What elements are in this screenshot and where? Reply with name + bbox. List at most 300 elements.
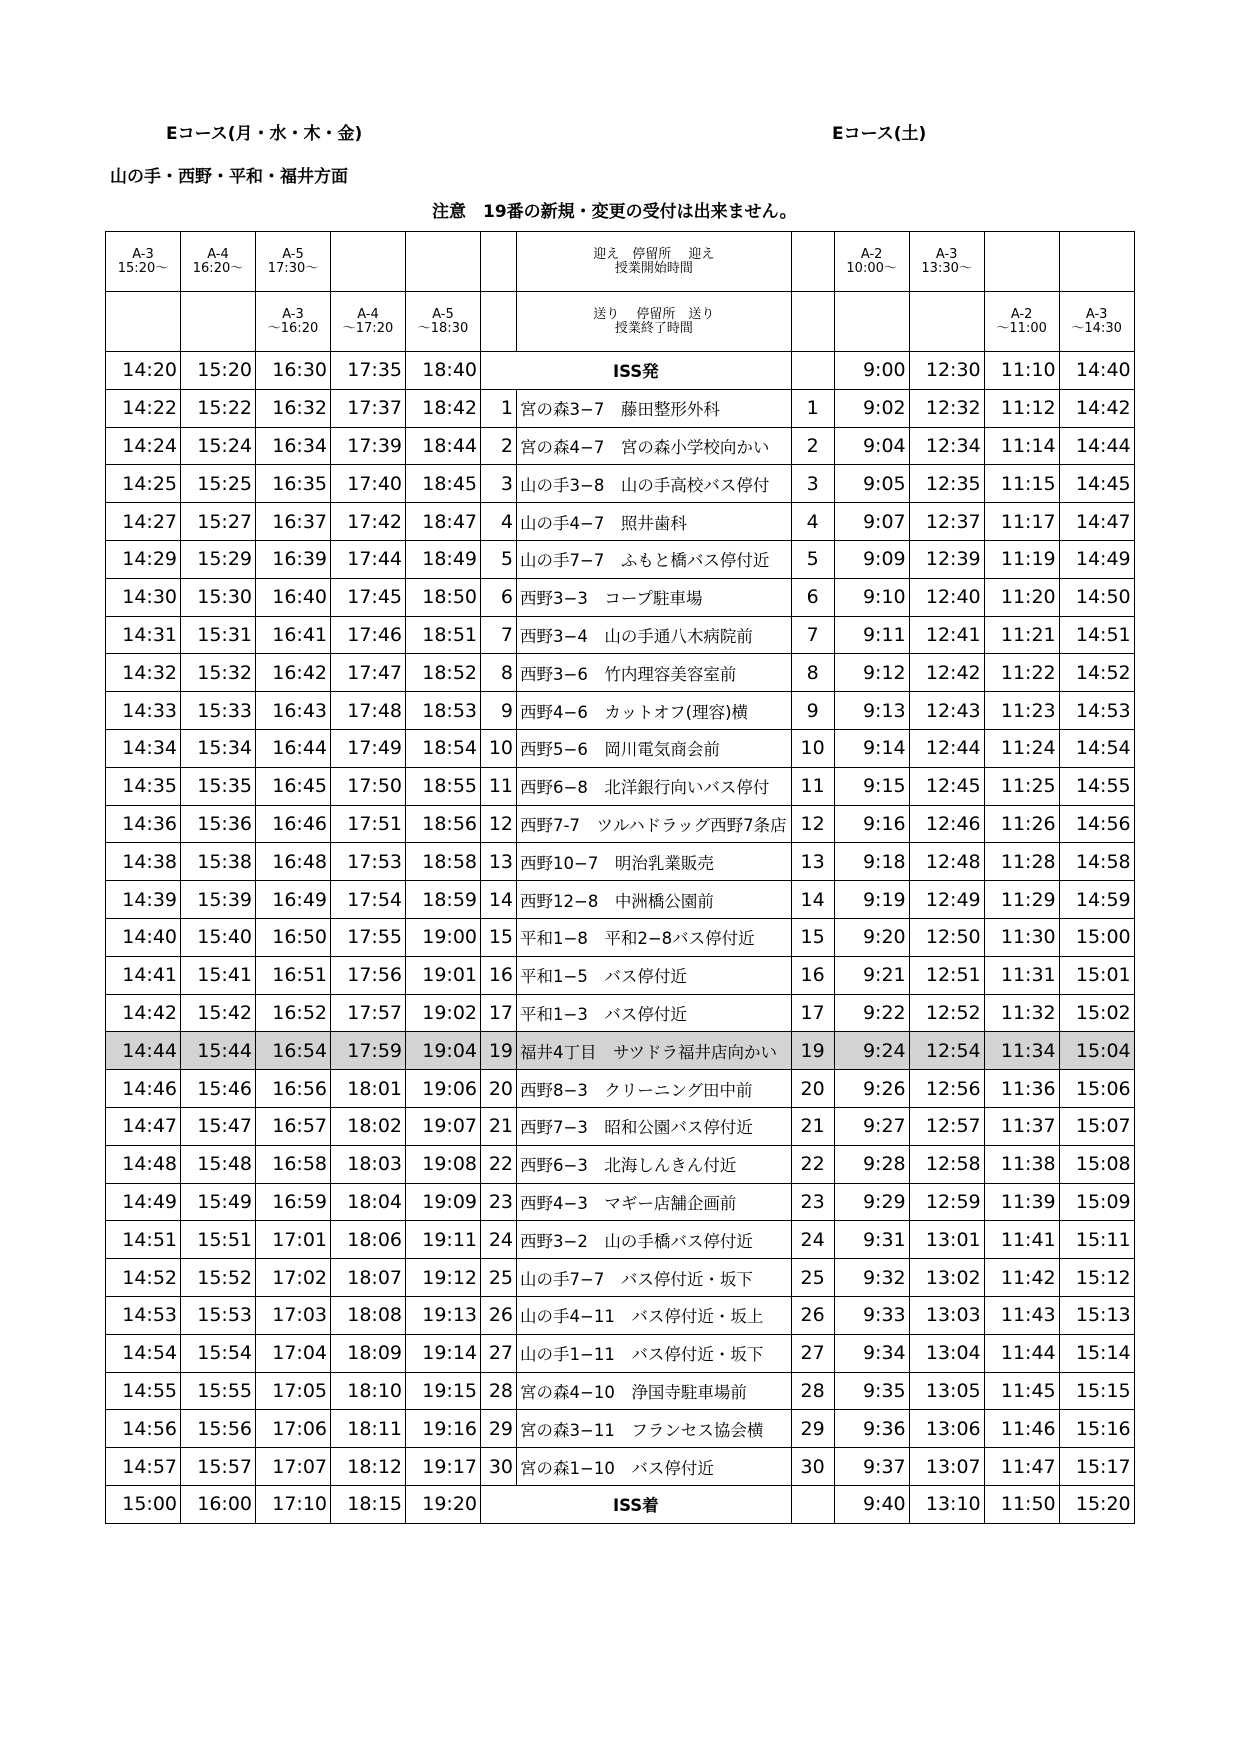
table-row <box>106 956 1135 994</box>
weekday-time-cell: 17:45 <box>331 578 406 616</box>
stop-name-cell: 西野8−3 クリーニング田中前 <box>517 1070 792 1108</box>
weekday-time-cell: 17:46 <box>331 616 406 654</box>
saturday-time-cell: 14:53 <box>1059 692 1134 730</box>
weekday-time-cell: 14:44 <box>106 1032 181 1070</box>
table-row <box>106 1070 1135 1108</box>
weekday-time-cell: 17:49 <box>331 729 406 767</box>
stop-name-cell: 宮の森1−10 バス停付近 <box>517 1448 792 1486</box>
weekday-time-cell: 18:50 <box>406 578 481 616</box>
stop-number-cell: 23 <box>791 1183 834 1221</box>
table-row <box>106 654 1135 692</box>
saturday-time-cell: 9:37 <box>834 1448 909 1486</box>
weekday-time-cell: 15:35 <box>181 767 256 805</box>
saturday-time-cell: 12:45 <box>909 767 984 805</box>
saturday-time-cell: 11:43 <box>984 1296 1059 1334</box>
saturday-time-cell: 11:25 <box>984 767 1059 805</box>
weekday-time-cell: 17:35 <box>331 352 406 390</box>
stop-number-cell: 4 <box>481 503 517 541</box>
weekday-time-cell: 17:40 <box>331 465 406 503</box>
weekday-time-cell: 16:42 <box>256 654 331 692</box>
header-cell: A-3 〜14:30 <box>1059 292 1134 352</box>
weekday-time-cell: 16:39 <box>256 540 331 578</box>
weekday-time-cell: 15:25 <box>181 465 256 503</box>
saturday-time-cell: 9:36 <box>834 1410 909 1448</box>
weekday-time-cell: 18:42 <box>406 389 481 427</box>
area-title: 山の手・西野・平和・福井方面 <box>110 167 348 187</box>
stop-number-cell: 23 <box>481 1183 517 1221</box>
saturday-time-cell: 12:46 <box>909 805 984 843</box>
stop-name-cell: 平和1−8 平和2−8バス停付近 <box>517 918 792 956</box>
weekday-time-cell: 18:06 <box>331 1221 406 1259</box>
saturday-time-cell: 12:51 <box>909 956 984 994</box>
stop-number-cell: 27 <box>481 1334 517 1372</box>
stop-name-cell: 西野6−3 北海しんきん付近 <box>517 1145 792 1183</box>
saturday-time-cell: 11:30 <box>984 918 1059 956</box>
stop-number-cell: 22 <box>791 1145 834 1183</box>
stop-name-cell: 山の手1−11 バス停付近・坂下 <box>517 1334 792 1372</box>
weekday-time-cell: 15:48 <box>181 1145 256 1183</box>
saturday-time-cell: 11:46 <box>984 1410 1059 1448</box>
saturday-time-cell: 12:44 <box>909 729 984 767</box>
weekday-time-cell: 17:53 <box>331 843 406 881</box>
saturday-time-cell: 9:31 <box>834 1221 909 1259</box>
weekday-time-cell: 15:24 <box>181 427 256 465</box>
stop-name-cell: 西野4−3 マギー店舗企画前 <box>517 1183 792 1221</box>
saturday-time-cell: 12:42 <box>909 654 984 692</box>
saturday-time-cell: 11:39 <box>984 1183 1059 1221</box>
stop-number-cell: 16 <box>791 956 834 994</box>
stop-name-cell: 西野10−7 明治乳業販売 <box>517 843 792 881</box>
stop-number-cell: 21 <box>481 1107 517 1145</box>
weekday-time-cell: 14:33 <box>106 692 181 730</box>
weekday-time-cell: 19:01 <box>406 956 481 994</box>
saturday-time-cell: 9:10 <box>834 578 909 616</box>
weekday-time-cell: 16:48 <box>256 843 331 881</box>
header-cell: A-5 〜18:30 <box>406 292 481 352</box>
weekday-time-cell: 16:59 <box>256 1183 331 1221</box>
stop-number-cell: 24 <box>791 1221 834 1259</box>
header-cell <box>106 292 181 352</box>
weekday-time-cell: 17:44 <box>331 540 406 578</box>
weekday-time-cell: 14:47 <box>106 1107 181 1145</box>
table-row <box>106 1485 1135 1523</box>
saturday-time-cell: 12:54 <box>909 1032 984 1070</box>
weekday-time-cell: 19:14 <box>406 1334 481 1372</box>
weekday-time-cell: 17:37 <box>331 389 406 427</box>
table-row <box>106 427 1135 465</box>
table-row <box>106 1032 1135 1070</box>
saturday-time-cell: 11:42 <box>984 1259 1059 1297</box>
table-row <box>106 843 1135 881</box>
weekday-time-cell: 16:57 <box>256 1107 331 1145</box>
stop-number-cell: 21 <box>791 1107 834 1145</box>
weekday-time-cell: 14:38 <box>106 843 181 881</box>
saturday-time-cell: 13:06 <box>909 1410 984 1448</box>
header-cell <box>331 232 406 292</box>
saturday-time-cell: 9:40 <box>834 1485 909 1523</box>
weekday-time-cell: 15:46 <box>181 1070 256 1108</box>
stop-number-cell: 14 <box>791 881 834 919</box>
saturday-time-cell: 9:05 <box>834 465 909 503</box>
saturday-time-cell: 12:35 <box>909 465 984 503</box>
weekday-time-cell: 16:37 <box>256 503 331 541</box>
stop-name-cell: 宮の森4−10 浄国寺駐車場前 <box>517 1372 792 1410</box>
weekday-time-cell: 18:59 <box>406 881 481 919</box>
weekday-time-cell: 18:54 <box>406 729 481 767</box>
stop-name-cell: 宮の森4−7 宮の森小学校向かい <box>517 427 792 465</box>
table-row <box>106 1296 1135 1334</box>
saturday-time-cell: 13:10 <box>909 1485 984 1523</box>
header-cell <box>909 292 984 352</box>
weekday-time-cell: 16:50 <box>256 918 331 956</box>
saturday-time-cell: 11:24 <box>984 729 1059 767</box>
stop-number-cell: 2 <box>481 427 517 465</box>
saturday-time-cell: 11:34 <box>984 1032 1059 1070</box>
weekday-time-cell: 17:54 <box>331 881 406 919</box>
weekday-time-cell: 16:56 <box>256 1070 331 1108</box>
saturday-time-cell: 11:17 <box>984 503 1059 541</box>
stop-number-cell: 30 <box>481 1448 517 1486</box>
weekday-time-cell: 16:49 <box>256 881 331 919</box>
stop-name-cell: 宮の森3−7 藤田整形外科 <box>517 389 792 427</box>
saturday-time-cell: 9:34 <box>834 1334 909 1372</box>
saturday-time-cell: 12:50 <box>909 918 984 956</box>
saturday-time-cell: 11:36 <box>984 1070 1059 1108</box>
stop-number-cell: 15 <box>481 918 517 956</box>
stop-number-cell: 22 <box>481 1145 517 1183</box>
weekday-time-cell: 14:52 <box>106 1259 181 1297</box>
weekday-time-cell: 16:43 <box>256 692 331 730</box>
weekday-time-cell: 17:04 <box>256 1334 331 1372</box>
saturday-time-cell: 15:17 <box>1059 1448 1134 1486</box>
weekday-time-cell: 15:31 <box>181 616 256 654</box>
weekday-time-cell: 18:52 <box>406 654 481 692</box>
weekday-time-cell: 17:47 <box>331 654 406 692</box>
saturday-time-cell: 12:52 <box>909 994 984 1032</box>
saturday-time-cell: 9:22 <box>834 994 909 1032</box>
saturday-time-cell: 9:24 <box>834 1032 909 1070</box>
stop-number-cell: 19 <box>791 1032 834 1070</box>
saturday-time-cell: 9:14 <box>834 729 909 767</box>
stop-number-cell: 7 <box>481 616 517 654</box>
weekday-time-cell: 19:13 <box>406 1296 481 1334</box>
weekday-time-cell: 19:00 <box>406 918 481 956</box>
stop-number-cell: 1 <box>791 389 834 427</box>
header-row-pickup <box>106 232 1135 292</box>
weekday-time-cell: 16:32 <box>256 389 331 427</box>
saturday-time-cell: 9:13 <box>834 692 909 730</box>
stop-number-cell: 15 <box>791 918 834 956</box>
header-cell <box>481 232 517 292</box>
stop-name-cell: 山の手4−11 バス停付近・坂上 <box>517 1296 792 1334</box>
stop-number-cell: 16 <box>481 956 517 994</box>
saturday-time-cell: 13:05 <box>909 1372 984 1410</box>
table-row <box>106 881 1135 919</box>
table-row <box>106 1221 1135 1259</box>
saturday-time-cell: 15:08 <box>1059 1145 1134 1183</box>
stop-number-cell: 4 <box>791 503 834 541</box>
stop-number-cell: 12 <box>481 805 517 843</box>
weekday-time-cell: 15:41 <box>181 956 256 994</box>
weekday-time-cell: 19:06 <box>406 1070 481 1108</box>
saturday-time-cell: 14:50 <box>1059 578 1134 616</box>
stop-number-cell: 8 <box>791 654 834 692</box>
saturday-time-cell: 11:32 <box>984 994 1059 1032</box>
stop-name-cell: 平和1−5 バス停付近 <box>517 956 792 994</box>
saturday-time-cell: 9:18 <box>834 843 909 881</box>
header-cell: A-3 15:20〜 <box>106 232 181 292</box>
weekday-time-cell: 14:55 <box>106 1372 181 1410</box>
saturday-time-cell: 9:11 <box>834 616 909 654</box>
weekday-time-cell: 18:08 <box>331 1296 406 1334</box>
weekday-time-cell: 17:10 <box>256 1485 331 1523</box>
saturday-time-cell: 15:20 <box>1059 1485 1134 1523</box>
weekday-time-cell: 19:07 <box>406 1107 481 1145</box>
saturday-time-cell: 11:29 <box>984 881 1059 919</box>
stop-number-cell: 25 <box>791 1259 834 1297</box>
stop-number-cell: 9 <box>791 692 834 730</box>
saturday-time-cell: 14:40 <box>1059 352 1134 390</box>
weekday-time-cell: 15:27 <box>181 503 256 541</box>
saturday-time-cell: 14:54 <box>1059 729 1134 767</box>
table-row <box>106 503 1135 541</box>
saturday-time-cell: 15:01 <box>1059 956 1134 994</box>
saturday-time-cell: 12:40 <box>909 578 984 616</box>
weekday-time-cell: 18:56 <box>406 805 481 843</box>
saturday-time-cell: 12:59 <box>909 1183 984 1221</box>
saturday-time-cell: 12:34 <box>909 427 984 465</box>
table-row <box>106 540 1135 578</box>
weekday-time-cell: 15:49 <box>181 1183 256 1221</box>
weekday-time-cell: 14:32 <box>106 654 181 692</box>
saturday-time-cell: 14:52 <box>1059 654 1134 692</box>
saturday-time-cell: 9:00 <box>834 352 909 390</box>
weekday-time-cell: 19:11 <box>406 1221 481 1259</box>
weekday-time-cell: 15:53 <box>181 1296 256 1334</box>
stop-number-cell: 24 <box>481 1221 517 1259</box>
header-stop-cell: 送り 停留所 送り 授業終了時間 <box>517 292 792 352</box>
weekday-time-cell: 14:20 <box>106 352 181 390</box>
saturday-time-cell: 15:15 <box>1059 1372 1134 1410</box>
weekday-time-cell: 14:31 <box>106 616 181 654</box>
saturday-time-cell: 13:04 <box>909 1334 984 1372</box>
stop-name-cell: 西野3−2 山の手橋バス停付近 <box>517 1221 792 1259</box>
weekday-time-cell: 14:29 <box>106 540 181 578</box>
saturday-time-cell: 15:16 <box>1059 1410 1134 1448</box>
weekday-time-cell: 17:07 <box>256 1448 331 1486</box>
weekday-time-cell: 17:57 <box>331 994 406 1032</box>
table-row <box>106 729 1135 767</box>
stop-number-cell: 11 <box>791 767 834 805</box>
weekday-course-title: Eコース(月・水・木・金) <box>166 124 363 144</box>
weekday-time-cell: 15:36 <box>181 805 256 843</box>
saturday-time-cell: 14:44 <box>1059 427 1134 465</box>
weekday-time-cell: 18:11 <box>331 1410 406 1448</box>
weekday-time-cell: 19:15 <box>406 1372 481 1410</box>
saturday-time-cell: 11:38 <box>984 1145 1059 1183</box>
saturday-course-title: Eコース(土) <box>832 124 927 144</box>
weekday-time-cell: 14:36 <box>106 805 181 843</box>
stop-name-cell: 西野3−6 竹内理容美容室前 <box>517 654 792 692</box>
stop-number-cell: 11 <box>481 767 517 805</box>
weekday-time-cell: 19:20 <box>406 1485 481 1523</box>
weekday-time-cell: 15:57 <box>181 1448 256 1486</box>
stop-number-cell: 13 <box>481 843 517 881</box>
saturday-time-cell: 11:23 <box>984 692 1059 730</box>
weekday-time-cell: 17:39 <box>331 427 406 465</box>
weekday-time-cell: 19:09 <box>406 1183 481 1221</box>
stop-name-cell: 宮の森3−11 フランセス協会横 <box>517 1410 792 1448</box>
saturday-time-cell: 9:15 <box>834 767 909 805</box>
weekday-time-cell: 16:41 <box>256 616 331 654</box>
saturday-time-cell: 9:33 <box>834 1296 909 1334</box>
notice-text: 注意 19番の新規・変更の受付は出来ません。 <box>432 202 797 222</box>
saturday-time-cell: 14:51 <box>1059 616 1134 654</box>
weekday-time-cell: 15:51 <box>181 1221 256 1259</box>
stop-number-cell: 6 <box>791 578 834 616</box>
header-cell: A-4 〜17:20 <box>331 292 406 352</box>
stop-number-cell: 25 <box>481 1259 517 1297</box>
table-row <box>106 616 1135 654</box>
saturday-time-cell: 9:32 <box>834 1259 909 1297</box>
weekday-time-cell: 18:07 <box>331 1259 406 1297</box>
stop-number-cell: 20 <box>791 1070 834 1108</box>
table-row <box>106 767 1135 805</box>
stop-name-cell: 山の手7−7 バス停付近・坂下 <box>517 1259 792 1297</box>
saturday-time-cell: 11:47 <box>984 1448 1059 1486</box>
saturday-time-cell: 11:10 <box>984 352 1059 390</box>
weekday-time-cell: 17:05 <box>256 1372 331 1410</box>
weekday-time-cell: 15:39 <box>181 881 256 919</box>
terminal-cell: ISS発 <box>481 352 792 390</box>
weekday-time-cell: 15:52 <box>181 1259 256 1297</box>
stop-number-cell: 26 <box>791 1296 834 1334</box>
weekday-time-cell: 19:08 <box>406 1145 481 1183</box>
saturday-time-cell: 14:47 <box>1059 503 1134 541</box>
weekday-time-cell: 18:09 <box>331 1334 406 1372</box>
stop-name-cell: 山の手3−8 山の手高校バス停付 <box>517 465 792 503</box>
weekday-time-cell: 18:12 <box>331 1448 406 1486</box>
weekday-time-cell: 14:53 <box>106 1296 181 1334</box>
saturday-time-cell: 9:02 <box>834 389 909 427</box>
weekday-time-cell: 18:44 <box>406 427 481 465</box>
header-stop-cell: 迎え 停留所 迎え 授業開始時間 <box>517 232 792 292</box>
stop-number-cell: 10 <box>481 729 517 767</box>
weekday-time-cell: 16:46 <box>256 805 331 843</box>
stop-name-cell: 西野4−6 カットオフ(理容)横 <box>517 692 792 730</box>
weekday-time-cell: 17:02 <box>256 1259 331 1297</box>
weekday-time-cell: 15:44 <box>181 1032 256 1070</box>
table-row <box>106 692 1135 730</box>
saturday-time-cell: 15:00 <box>1059 918 1134 956</box>
header-cell: A-3 13:30〜 <box>909 232 984 292</box>
table-row <box>106 918 1135 956</box>
saturday-time-cell: 12:56 <box>909 1070 984 1108</box>
weekday-time-cell: 17:01 <box>256 1221 331 1259</box>
saturday-time-cell: 15:11 <box>1059 1221 1134 1259</box>
weekday-time-cell: 18:02 <box>331 1107 406 1145</box>
weekday-time-cell: 17:48 <box>331 692 406 730</box>
weekday-time-cell: 18:40 <box>406 352 481 390</box>
saturday-time-cell: 14:55 <box>1059 767 1134 805</box>
saturday-time-cell: 9:04 <box>834 427 909 465</box>
saturday-time-cell: 11:15 <box>984 465 1059 503</box>
stop-number-cell: 26 <box>481 1296 517 1334</box>
weekday-time-cell: 14:57 <box>106 1448 181 1486</box>
saturday-time-cell: 9:12 <box>834 654 909 692</box>
weekday-time-cell: 17:03 <box>256 1296 331 1334</box>
weekday-time-cell: 16:00 <box>181 1485 256 1523</box>
stop-number-cell: 17 <box>791 994 834 1032</box>
table-row <box>106 1410 1135 1448</box>
weekday-time-cell: 18:53 <box>406 692 481 730</box>
saturday-time-cell: 12:57 <box>909 1107 984 1145</box>
saturday-time-cell: 11:26 <box>984 805 1059 843</box>
saturday-time-cell: 11:37 <box>984 1107 1059 1145</box>
weekday-time-cell: 14:49 <box>106 1183 181 1221</box>
weekday-time-cell: 15:22 <box>181 389 256 427</box>
saturday-time-cell: 12:58 <box>909 1145 984 1183</box>
weekday-time-cell: 17:51 <box>331 805 406 843</box>
saturday-time-cell: 11:19 <box>984 540 1059 578</box>
saturday-time-cell: 9:29 <box>834 1183 909 1221</box>
saturday-time-cell: 15:13 <box>1059 1296 1134 1334</box>
weekday-time-cell: 15:55 <box>181 1372 256 1410</box>
weekday-time-cell: 19:12 <box>406 1259 481 1297</box>
stop-number-cell: 10 <box>791 729 834 767</box>
weekday-time-cell: 15:34 <box>181 729 256 767</box>
saturday-time-cell: 15:06 <box>1059 1070 1134 1108</box>
saturday-time-cell: 13:03 <box>909 1296 984 1334</box>
header-row-dropoff <box>106 292 1135 352</box>
stop-number-cell: 1 <box>481 389 517 427</box>
saturday-time-cell: 12:41 <box>909 616 984 654</box>
stop-name-cell: 西野3−4 山の手通八木病院前 <box>517 616 792 654</box>
stop-number-cell: 20 <box>481 1070 517 1108</box>
weekday-time-cell: 18:01 <box>331 1070 406 1108</box>
saturday-time-cell: 12:37 <box>909 503 984 541</box>
weekday-time-cell: 17:42 <box>331 503 406 541</box>
weekday-time-cell: 19:16 <box>406 1410 481 1448</box>
stop-number-cell: 9 <box>481 692 517 730</box>
weekday-time-cell: 14:39 <box>106 881 181 919</box>
weekday-time-cell: 15:29 <box>181 540 256 578</box>
saturday-time-cell: 11:22 <box>984 654 1059 692</box>
weekday-time-cell: 15:32 <box>181 654 256 692</box>
saturday-time-cell: 12:39 <box>909 540 984 578</box>
weekday-time-cell: 16:45 <box>256 767 331 805</box>
stop-number-cell: 12 <box>791 805 834 843</box>
saturday-time-cell: 14:59 <box>1059 881 1134 919</box>
saturday-time-cell: 11:28 <box>984 843 1059 881</box>
weekday-time-cell: 15:20 <box>181 352 256 390</box>
saturday-time-cell: 15:07 <box>1059 1107 1134 1145</box>
stop-number-cell <box>791 352 834 390</box>
saturday-time-cell: 9:27 <box>834 1107 909 1145</box>
saturday-time-cell: 12:48 <box>909 843 984 881</box>
weekday-time-cell: 14:56 <box>106 1410 181 1448</box>
weekday-time-cell: 15:54 <box>181 1334 256 1372</box>
weekday-time-cell: 14:54 <box>106 1334 181 1372</box>
weekday-time-cell: 19:02 <box>406 994 481 1032</box>
weekday-time-cell: 18:15 <box>331 1485 406 1523</box>
stop-number-cell: 3 <box>481 465 517 503</box>
weekday-time-cell: 17:59 <box>331 1032 406 1070</box>
saturday-time-cell: 12:43 <box>909 692 984 730</box>
stop-number-cell: 30 <box>791 1448 834 1486</box>
table-row <box>106 1145 1135 1183</box>
table-row <box>106 1259 1135 1297</box>
